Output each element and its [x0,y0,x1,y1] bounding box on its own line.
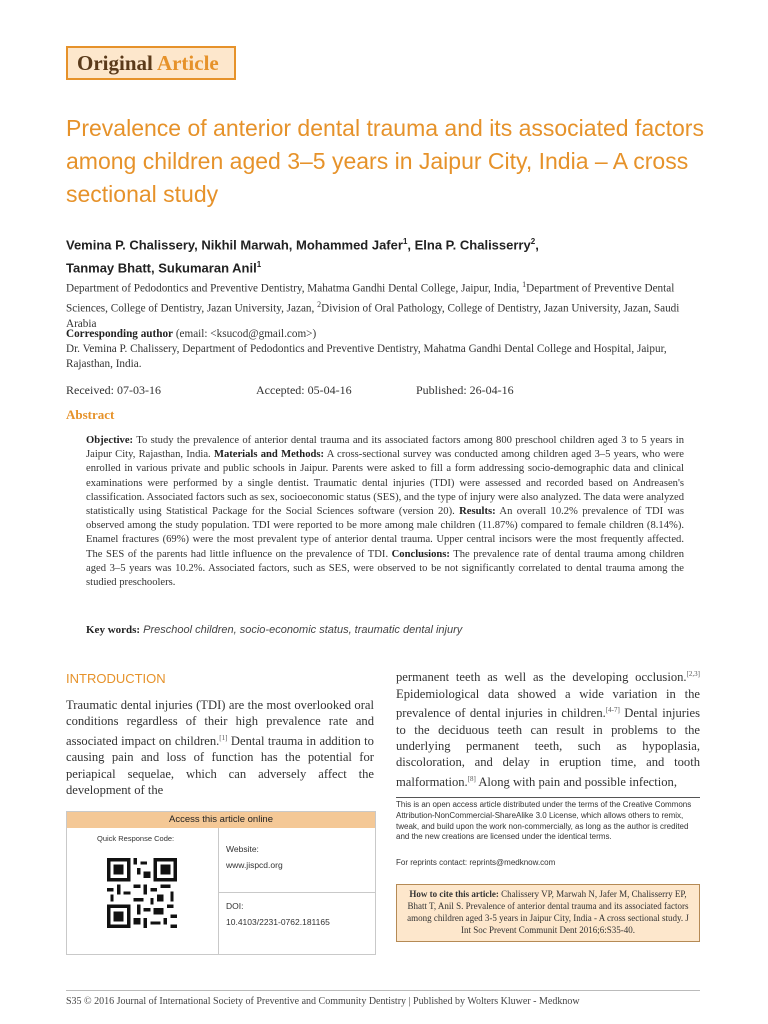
accepted-date: Accepted: 05-04-16 [256,383,352,397]
doi-link[interactable]: 10.4103/2231-0762.181165 [226,917,330,927]
qr-label: Quick Response Code: [97,834,175,843]
author-list: Vemina P. Chalissery, Nikhil Marwah, Mohammed Jafer$^1$, Elna P. Chalisserry$^2$, Tanmay Bhatt, Sukumaran Anil$^1$ [66,237,539,276]
page-footer: S35 © 2016 Journal of International Society of Preventive and Community Dentistry | Published by Wolters Kluwer - Medknow [66,996,580,1007]
open-access-notice: This is an open access article distributed under the terms of the Creative Commons Attribution-NonCommercial-ShareAlike 3.0 License, which allows others to remix, tweak, and build upon the work non-commercially, as long as the author is credited and the new creations are licensed under the identical terms. [396,800,692,842]
access-box-header: Access this article online [67,812,375,828]
website-link[interactable]: www.jispcd.org [226,860,283,870]
published-date: Published: 26-04-16 [416,383,514,397]
received-date: Received: 07-03-16 [66,383,161,397]
abstract-heading: Abstract [66,407,115,422]
introduction-column-2: permanent teeth as well as the developing occlusion.[2,3] Epidemiological data showed a wide variation in the prevalence of dental injuries in children.[4-7] Dental injuries to the deciduous teeth can result in problems to the underlying permanent teeth, such as hypoplasia, discoloration, and delay in eruption time, and tooth malformation.[8] Along with pain and possible infection, [396,670,700,789]
qr-code-icon[interactable] [107,858,177,928]
access-box-divider [218,828,219,954]
keywords: Key words: Preschool children, socio-economic status, traumatic dental injury [86,624,463,636]
article-title: Prevalence of anterior dental trauma and its associated factors among children aged 3–5 years in Jaipur City, India – A cross sectional study [66,115,704,207]
divider [396,797,700,798]
how-to-cite-box: How to cite this article: Chalissery VP, Marwah N, Jafer M, Chalisserry EP, Bhatt T, Anil S. Prevalence of anterior dental trauma and its associated factors among children aged 3-5 years in Jaipur City, India - A cross sectional study. J Int Soc Prevent Communit Dent 2016;6:S35-40. [396,884,700,942]
corresponding-author: Corresponding author (email: <ksucod@gmail.com>) Dr. Vemina P. Chalissery, Department of Pedodontics and Preventive Dentistry, Mahatma Gandhi Dental College and Hospital, Jaipur, Rajasthan, India. [66,328,667,371]
abstract-body: Objective: To study the prevalence of anterior dental trauma and its associated factors among 800 preschool children aged 3 to 5 years in Jaipur City, Rajasthan, India. Materials and Methods: A cross-sectional survey was conducted among children aged 3–5 years, who were enrolled in various private and public schools in Jaipur. Parents were asked to fill a form addressing socio-demographic data and clinical examinations were performed by a single dentist. Traumatic dental injuries (TDI) were assessed and recorded based on Andreasen's classification. Associated factors such as sex, socioeconomic status (SES), and the type of injury were also analyzed. The data were analyzed statistically using Statistical Package for the Social Sciences software (version 20). Results: An overall 10.2% prevalence of TDI was observed among the study population. TDI were reported to be more among male children (11.87%) compared to female children (8.14%). Enamel fractures (69%) were the most prevalent type of anterior dental trauma. Upper central incisors were the most frequently affected. The SES of the parents had little influence on the prevalence of TDI. Conclusions: The prevalence rate of dental trauma among children aged 3–5 years was 10.2%. Associated factors, such as SES, were observed to be not significantly correlated to dental trauma among the studied preschoolers. [86,435,684,589]
reprints-contact: For reprints contact: reprints@medknow.com [396,858,556,867]
footer-divider [66,990,700,991]
introduction-column-1: Traumatic dental injuries (TDI) are the most overlooked oral conditions regardless of their high prevalence rate and associated impact on children.[1] Dental trauma in addition to causing pain and loss of function has the potential for periapical sequelae, which can adversely affect the development of the [66,698,374,798]
affiliations: Department of Pedodontics and Preventive Dentistry, Mahatma Gandhi Dental College, Jaipur, India, $^1$Department of Preventive Dental Sciences, College of Dentistry, Jazan University, Jazan, $^2$Division of Oral Pathology, College of Dentistry, Jazan University, Jazan, Saudi Arabia [66,280,680,330]
website-label: Website: [226,844,259,854]
article-type-badge: Original Article [66,46,236,80]
doi-label: DOI: [226,901,244,911]
introduction-heading: INTRODUCTION [66,671,166,686]
access-article-box [66,811,376,955]
access-box-divider [218,892,375,893]
